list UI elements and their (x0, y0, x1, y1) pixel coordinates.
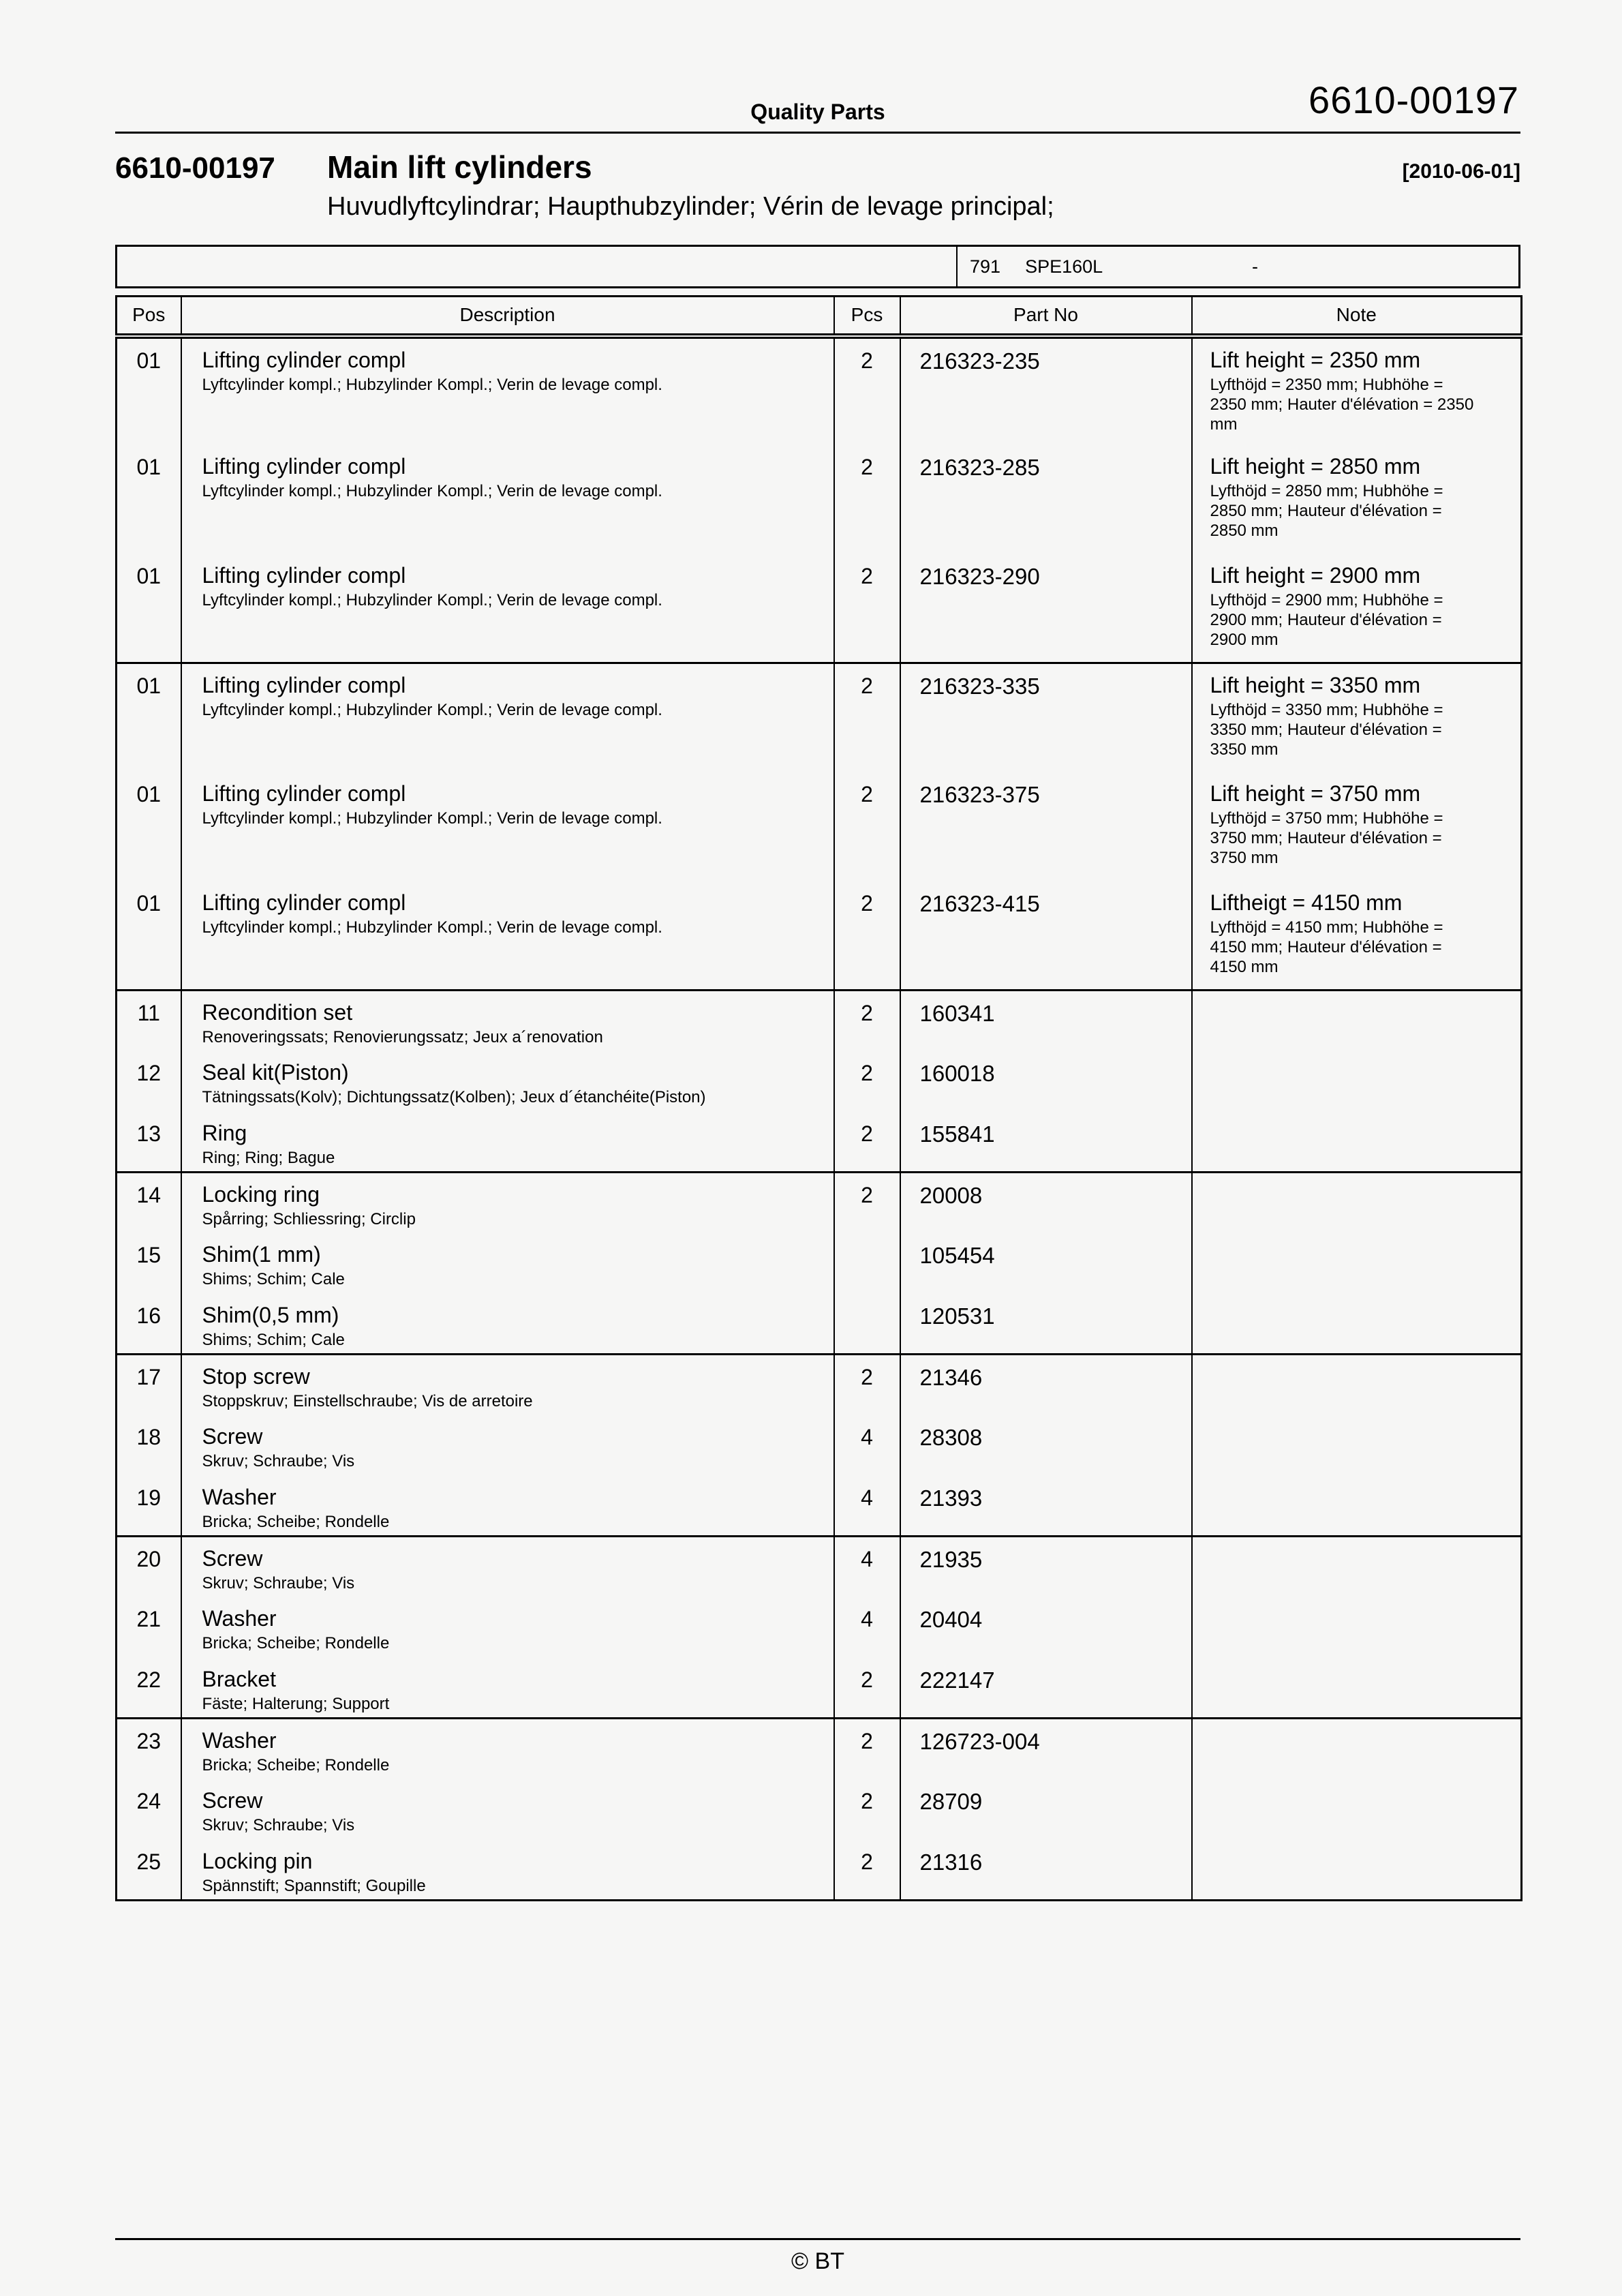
parts-group (117, 991, 1522, 1173)
description-cell (181, 1233, 834, 1294)
description-cell (181, 554, 834, 663)
description-cell (181, 1537, 834, 1597)
note-text: Lift height = 2850 mm (1210, 453, 1421, 479)
pos-cell: 21 (117, 1597, 181, 1658)
note-subtext: Lyfthöjd = 3750 mm; Hubhöhe = 3750 mm; Hauteur d'élévation = 3750 mm (1210, 809, 1443, 867)
pos-cell: 01 (117, 663, 181, 772)
pos-cell: 12 (117, 1051, 181, 1112)
pcs-cell: 2 (834, 881, 900, 991)
page-footer: © BT (115, 2238, 1520, 2275)
parts-group (117, 1537, 1522, 1719)
column-header-pcs: Pcs (834, 297, 900, 336)
pcs-cell: 2 (834, 554, 900, 663)
note-text: Liftheigt = 4150 mm (1210, 890, 1403, 915)
pcs-cell: 4 (834, 1415, 900, 1476)
pos-cell: 13 (117, 1112, 181, 1173)
part-no-cell: 105454 (900, 1233, 1192, 1294)
description-subtext: Skruv; Schraube; Vis (202, 1451, 355, 1470)
header-center-title: Quality Parts (750, 100, 885, 124)
doc-number: 6610-00197 (115, 151, 275, 185)
description-cell (181, 1840, 834, 1901)
description-text: Lifting cylinder compl (202, 453, 406, 479)
description-cell (181, 1597, 834, 1658)
description-subtext: Spännstift; Spannstift; Goupille (202, 1876, 426, 1895)
description-text: Washer (202, 1728, 277, 1753)
revision-date: [2010-06-01] (1402, 160, 1520, 183)
note-cell (1192, 1415, 1522, 1476)
description-text: Seal kit(Piston) (202, 1059, 349, 1085)
description-cell (181, 1719, 834, 1779)
table-row (117, 1233, 1522, 1294)
table-row (117, 336, 1522, 445)
pos-cell: 01 (117, 336, 181, 445)
pos-cell: 20 (117, 1537, 181, 1597)
table-row (117, 1415, 1522, 1476)
header-doc-number: 6610-00197 (1309, 78, 1519, 121)
description-subtext: Tätningssats(Kolv); Dichtungssatz(Kolben); Jeux d´étanchéite(Piston) (202, 1087, 706, 1106)
description-cell (181, 1112, 834, 1173)
note-subtext: Lyfthöjd = 3350 mm; Hubhöhe = 3350 mm; Hauteur d'élévation = 3350 mm (1210, 701, 1443, 759)
description-text: Screw (202, 1546, 263, 1571)
pos-cell: 18 (117, 1415, 181, 1476)
table-row (117, 1173, 1522, 1233)
description-subtext: Bricka; Scheibe; Rondelle (202, 1756, 390, 1774)
description-text: Screw (202, 1423, 263, 1449)
note-cell (1192, 336, 1522, 445)
description-text: Washer (202, 1605, 277, 1631)
part-no-cell: 216323-290 (900, 554, 1192, 663)
note-cell (1192, 554, 1522, 663)
note-text: Lift height = 2900 mm (1210, 562, 1421, 588)
pcs-cell: 2 (834, 663, 900, 772)
description-text: Ring (202, 1120, 247, 1145)
model-name: SPE160L (1025, 256, 1103, 277)
description-text: Recondition set (202, 1000, 353, 1025)
description-subtext: Bricka; Scheibe; Rondelle (202, 1633, 390, 1652)
note-cell (1192, 1173, 1522, 1233)
pcs-cell: 2 (834, 445, 900, 554)
part-no-cell: 20008 (900, 1173, 1192, 1233)
table-row (117, 1537, 1522, 1597)
note-cell (1192, 663, 1522, 772)
parts-group (117, 663, 1522, 991)
parts-group (117, 1719, 1522, 1901)
description-subtext: Ring; Ring; Bague (202, 1148, 335, 1167)
description-text: Shim(1 mm) (202, 1241, 321, 1267)
table-row (117, 991, 1522, 1051)
pos-cell: 22 (117, 1658, 181, 1719)
pcs-cell: 2 (834, 1840, 900, 1901)
part-no-cell: 21393 (900, 1476, 1192, 1537)
description-text: Bracket (202, 1666, 276, 1691)
description-subtext: Lyftcylinder kompl.; Hubzylinder Kompl.; Verin de levage compl. (202, 481, 662, 500)
note-cell (1192, 1840, 1522, 1901)
description-cell (181, 1658, 834, 1719)
note-cell (1192, 772, 1522, 881)
model-box-empty-cell (117, 247, 958, 286)
description-subtext: Lyftcylinder kompl.; Hubzylinder Kompl.; Verin de levage compl. (202, 809, 662, 828)
pos-cell: 01 (117, 445, 181, 554)
description-cell (181, 663, 834, 772)
column-header-note: Note (1192, 297, 1522, 336)
description-cell (181, 991, 834, 1051)
part-no-cell: 160341 (900, 991, 1192, 1051)
part-no-cell: 21316 (900, 1840, 1192, 1901)
pos-cell: 23 (117, 1719, 181, 1779)
note-cell (1192, 1537, 1522, 1597)
pcs-cell: 2 (834, 772, 900, 881)
description-subtext: Renoveringssats; Renovierungssatz; Jeux a´renovation (202, 1028, 603, 1046)
note-text: Lift height = 2350 mm (1210, 347, 1421, 372)
note-cell (1192, 445, 1522, 554)
description-subtext: Skruv; Schraube; Vis (202, 1815, 355, 1834)
pcs-cell (834, 1294, 900, 1355)
table-row (117, 663, 1522, 772)
pos-cell: 11 (117, 991, 181, 1051)
part-no-cell: 216323-285 (900, 445, 1192, 554)
note-cell (1192, 881, 1522, 991)
part-no-cell: 120531 (900, 1294, 1192, 1355)
description-cell (181, 1779, 834, 1840)
note-cell (1192, 1476, 1522, 1537)
table-row (117, 1597, 1522, 1658)
note-cell (1192, 1779, 1522, 1840)
part-no-cell: 126723-004 (900, 1719, 1192, 1779)
description-text: Locking ring (202, 1182, 320, 1207)
description-subtext: Spårring; Schliessring; Circlip (202, 1210, 416, 1228)
model-code: 791 (970, 256, 1001, 277)
pcs-cell: 2 (834, 336, 900, 445)
pcs-cell: 2 (834, 1112, 900, 1173)
column-header-description: Description (181, 297, 834, 336)
part-no-cell: 160018 (900, 1051, 1192, 1112)
table-row (117, 1294, 1522, 1355)
description-subtext: Skruv; Schraube; Vis (202, 1574, 355, 1592)
description-subtext: Stoppskruv; Einstellschraube; Vis de arretoire (202, 1392, 533, 1410)
note-cell (1192, 991, 1522, 1051)
page-header (115, 0, 1520, 134)
note-subtext: Lyfthöjd = 2850 mm; Hubhöhe = 2850 mm; Hauteur d'élévation = 2850 mm (1210, 481, 1443, 540)
part-no-cell: 28709 (900, 1779, 1192, 1840)
note-cell (1192, 1719, 1522, 1779)
description-text: Lifting cylinder compl (202, 562, 406, 588)
description-cell (181, 445, 834, 554)
description-text: Stop screw (202, 1364, 310, 1389)
description-text: Lifting cylinder compl (202, 673, 406, 697)
pos-cell: 01 (117, 554, 181, 663)
part-no-cell: 216323-235 (900, 336, 1192, 445)
table-row (117, 1112, 1522, 1173)
part-no-cell: 20404 (900, 1597, 1192, 1658)
pcs-cell: 4 (834, 1537, 900, 1597)
pcs-cell: 2 (834, 1719, 900, 1779)
description-subtext: Bricka; Scheibe; Rondelle (202, 1512, 390, 1531)
pos-cell: 15 (117, 1233, 181, 1294)
table-row (117, 1840, 1522, 1901)
description-cell (181, 1294, 834, 1355)
table-row (117, 1476, 1522, 1537)
part-no-cell: 216323-375 (900, 772, 1192, 881)
table-row (117, 1658, 1522, 1719)
table-row (117, 1355, 1522, 1415)
pos-cell: 01 (117, 881, 181, 991)
parts-table-header (117, 297, 1522, 336)
description-text: Locking pin (202, 1848, 313, 1873)
description-subtext: Lyftcylinder kompl.; Hubzylinder Kompl.; Verin de levage compl. (202, 701, 662, 719)
model-box-cell (958, 247, 1518, 286)
title-row (115, 149, 1520, 185)
part-no-cell: 21935 (900, 1537, 1192, 1597)
table-row (117, 1779, 1522, 1840)
description-cell (181, 1355, 834, 1415)
pos-cell: 25 (117, 1840, 181, 1901)
table-row (117, 772, 1522, 881)
pcs-cell: 2 (834, 1051, 900, 1112)
pcs-cell: 2 (834, 991, 900, 1051)
note-subtext: Lyfthöjd = 2900 mm; Hubhöhe = 2900 mm; Hauteur d'élévation = 2900 mm (1210, 590, 1443, 649)
description-cell (181, 772, 834, 881)
pos-cell: 24 (117, 1779, 181, 1840)
table-row (117, 1051, 1522, 1112)
pos-cell: 01 (117, 772, 181, 881)
pcs-cell: 2 (834, 1173, 900, 1233)
note-cell (1192, 1658, 1522, 1719)
pos-cell: 16 (117, 1294, 181, 1355)
description-cell (181, 1415, 834, 1476)
pcs-cell: 2 (834, 1355, 900, 1415)
note-cell (1192, 1051, 1522, 1112)
column-header-part-no: Part No (900, 297, 1192, 336)
parts-group (117, 1173, 1522, 1355)
description-subtext: Fäste; Halterung; Support (202, 1694, 390, 1713)
note-cell (1192, 1597, 1522, 1658)
pcs-cell: 2 (834, 1658, 900, 1719)
note-cell (1192, 1294, 1522, 1355)
parts-group (117, 336, 1522, 663)
page-subtitle: Huvudlyftcylindrar; Haupthubzylinder; Vérin de levage principal; (327, 192, 1054, 221)
pcs-cell: 2 (834, 1779, 900, 1840)
pos-cell: 14 (117, 1173, 181, 1233)
description-text: Lifting cylinder compl (202, 347, 406, 372)
description-text: Lifting cylinder compl (202, 781, 406, 806)
description-subtext: Lyftcylinder kompl.; Hubzylinder Kompl.; Verin de levage compl. (202, 375, 662, 394)
table-row (117, 445, 1522, 554)
page-title: Main lift cylinders (327, 149, 592, 185)
table-row (117, 1719, 1522, 1779)
pos-cell: 19 (117, 1476, 181, 1537)
parts-group (117, 1355, 1522, 1537)
description-subtext: Shims; Schim; Cale (202, 1330, 345, 1349)
pcs-cell (834, 1233, 900, 1294)
description-subtext: Shims; Schim; Cale (202, 1269, 345, 1288)
note-text: Lift height = 3750 mm (1210, 781, 1421, 806)
pcs-cell: 4 (834, 1476, 900, 1537)
model-box (115, 245, 1520, 288)
pos-cell: 17 (117, 1355, 181, 1415)
part-no-cell: 21346 (900, 1355, 1192, 1415)
pcs-cell: 4 (834, 1597, 900, 1658)
part-no-cell: 216323-335 (900, 663, 1192, 772)
description-text: Washer (202, 1484, 277, 1509)
table-row (117, 881, 1522, 991)
part-no-cell: 155841 (900, 1112, 1192, 1173)
note-subtext: Lyfthöjd = 4150 mm; Hubhöhe = 4150 mm; Hauteur d'élévation = 4150 mm (1210, 918, 1443, 976)
part-no-cell: 216323-415 (900, 881, 1192, 991)
note-cell (1192, 1233, 1522, 1294)
description-text: Screw (202, 1787, 263, 1813)
description-subtext: Lyftcylinder kompl.; Hubzylinder Kompl.; Verin de levage compl. (202, 590, 662, 609)
description-cell (181, 1476, 834, 1537)
description-text: Shim(0,5 mm) (202, 1302, 339, 1327)
description-text: Lifting cylinder compl (202, 890, 406, 915)
description-subtext: Lyftcylinder kompl.; Hubzylinder Kompl.; Verin de levage compl. (202, 918, 662, 937)
part-no-cell: 222147 (900, 1658, 1192, 1719)
description-cell (181, 336, 834, 445)
table-row (117, 554, 1522, 663)
description-cell (181, 881, 834, 991)
page-content (115, 0, 1520, 1901)
note-cell (1192, 1355, 1522, 1415)
note-subtext: Lyfthöjd = 2350 mm; Hubhöhe = 2350 mm; Hauter d'élévation = 2350 mm (1210, 375, 1474, 434)
note-text: Lift height = 3350 mm (1210, 673, 1421, 697)
description-cell (181, 1173, 834, 1233)
parts-table (115, 295, 1522, 1901)
note-cell (1192, 1112, 1522, 1173)
description-cell (181, 1051, 834, 1112)
part-no-cell: 28308 (900, 1415, 1192, 1476)
model-variant: - (1252, 256, 1258, 277)
column-header-pos: Pos (117, 297, 181, 336)
